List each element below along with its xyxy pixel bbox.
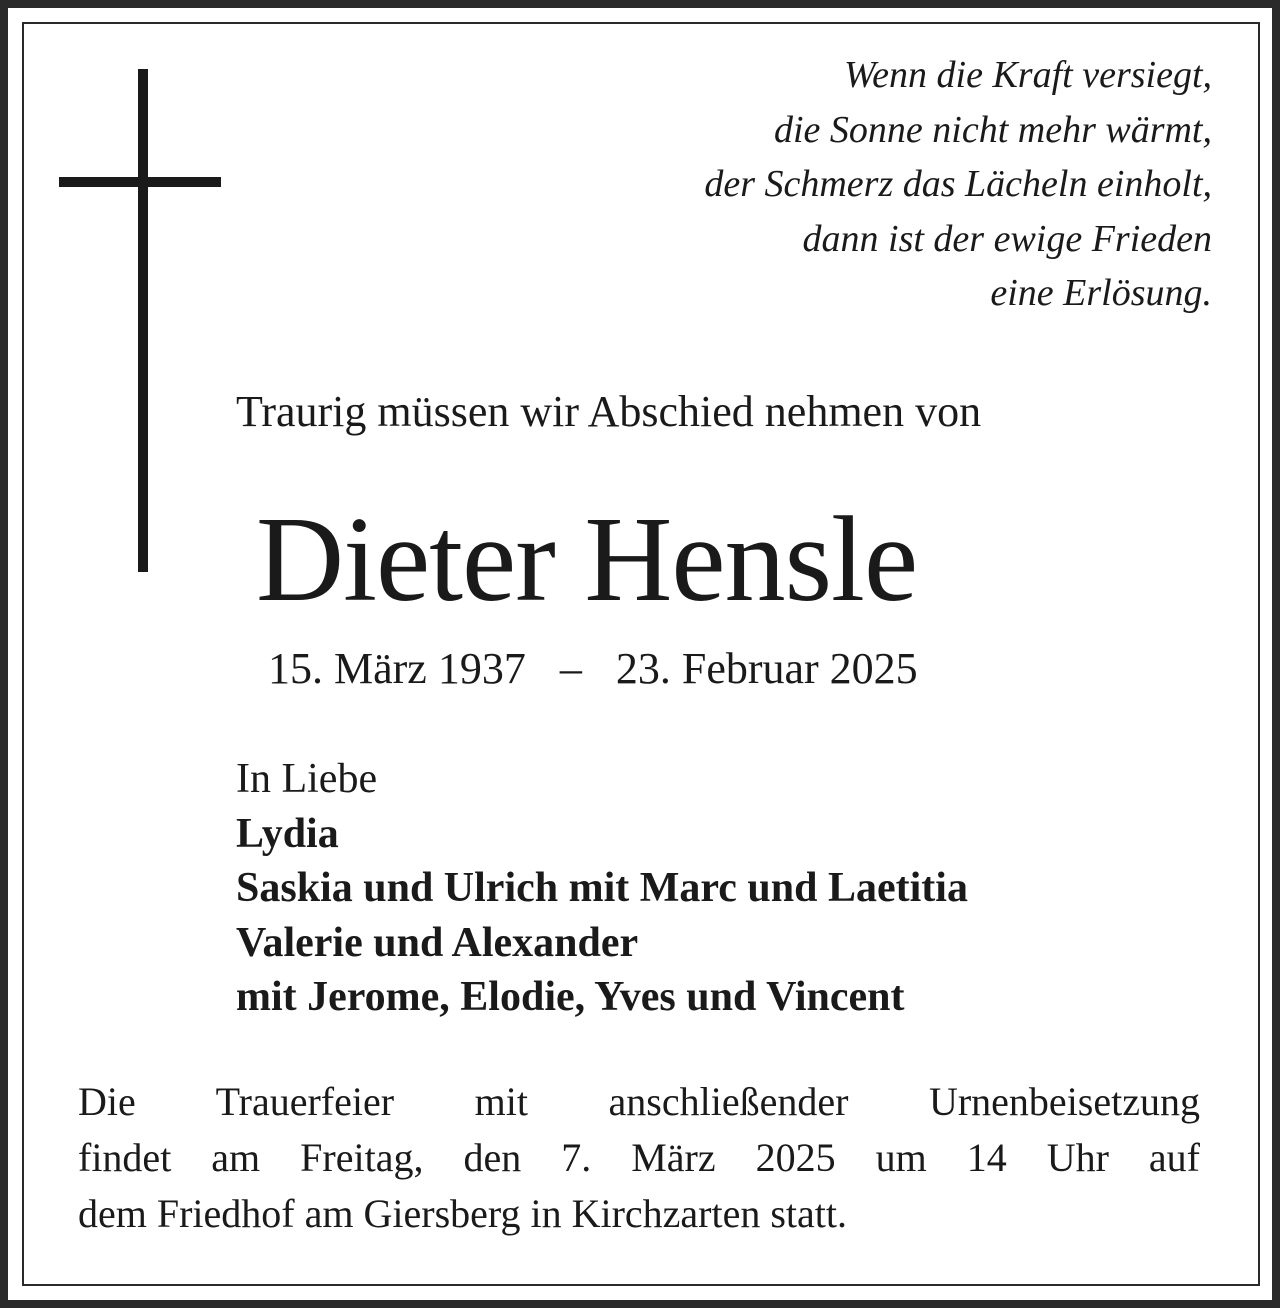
birth-date: 15. März 1937 [268, 644, 526, 693]
poem [572, 48, 1212, 321]
cross-vertical-bar [138, 69, 148, 572]
poem-line: dann ist der ewige Frieden [802, 217, 1212, 260]
poem-line: die Sonne nicht mehr wärmt, [773, 108, 1212, 151]
poem-line: eine Erlösung. [990, 272, 1212, 314]
intro-text: Traurig müssen wir Abschied nehmen von [236, 387, 982, 436]
service-line: dem Friedhof am Giersberg in Kirchzarten statt. [78, 1191, 848, 1236]
family-signature [236, 752, 968, 1025]
poem-line: Wenn die Kraft versiegt, [844, 54, 1212, 96]
service-notice [78, 1074, 1200, 1242]
service-line: findet am Freitag, den 7. März 2025 um 14 Uhr auf [78, 1135, 1200, 1180]
date-separator: – [559, 644, 582, 693]
cross-horizontal-bar [59, 177, 221, 187]
family-member: Valerie und Alexander [236, 919, 639, 966]
service-line: Die Trauerfeier mit anschließender Urnenbeisetzung [78, 1079, 1200, 1124]
family-member: mit Jerome, Elodie, Yves und Vincent [236, 974, 905, 1020]
poem-line: der Schmerz das Lächeln einholt, [704, 163, 1212, 205]
family-member: Saskia und Ulrich mit Marc und Laetitia [236, 865, 968, 911]
family-intro: In Liebe [236, 756, 378, 802]
deceased-name: Dieter Hensle [256, 492, 918, 627]
family-member: Lydia [236, 810, 339, 857]
death-date: 23. Februar 2025 [615, 644, 918, 693]
life-dates [268, 641, 918, 697]
